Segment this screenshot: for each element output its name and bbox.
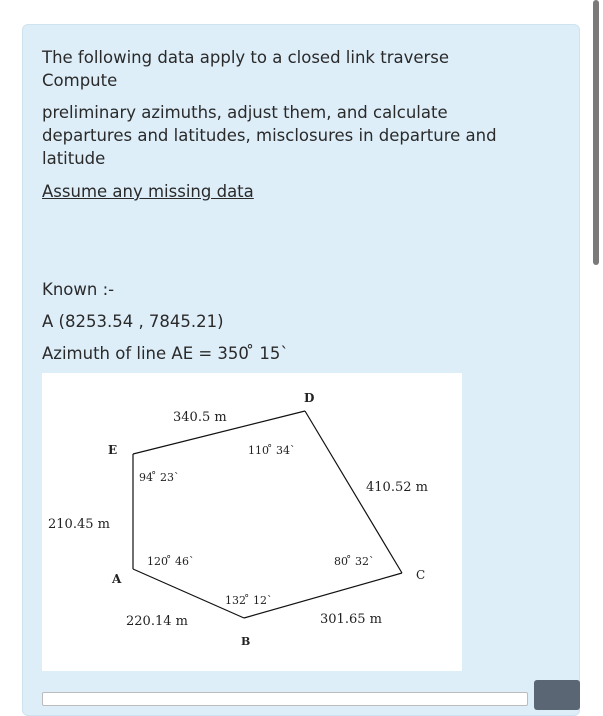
corner-button[interactable] bbox=[534, 680, 580, 710]
station-d-label: D bbox=[304, 391, 315, 405]
length-ea: 210.45 m bbox=[48, 517, 110, 532]
point-a-coordinates: A (8253.54 , 7845.21) bbox=[42, 312, 224, 331]
azimuth-ae: Azimuth of line AE = 350 ̊ 15` bbox=[42, 344, 289, 363]
station-e-label: E bbox=[108, 443, 118, 457]
length-bc: 301.65 m bbox=[320, 612, 382, 627]
station-c-label: C bbox=[416, 568, 426, 582]
angle-d: 110 ̊ 34` bbox=[248, 444, 296, 457]
angle-a: 120 ̊ 46` bbox=[147, 555, 195, 568]
angle-e: 94 ̊ 23` bbox=[139, 471, 180, 484]
angle-b: 132 ̊ 12` bbox=[225, 594, 273, 607]
station-b-label: B bbox=[241, 635, 251, 648]
angle-c: 80 ̊ 32` bbox=[334, 555, 375, 568]
question-line-1: The following data apply to a closed link traverse Compute bbox=[42, 48, 450, 90]
answer-input[interactable] bbox=[42, 692, 528, 706]
traverse-diagram bbox=[42, 373, 462, 671]
length-ed: 340.5 m bbox=[173, 410, 227, 425]
question-line-2: preliminary azimuths, adjust them, and calculate departures and latitudes, misclosures in departure and latitude bbox=[42, 103, 497, 168]
length-ab: 220.14 m bbox=[126, 614, 188, 629]
assume-missing-data-link[interactable]: Assume any missing data bbox=[42, 182, 254, 201]
station-a-label: A bbox=[112, 572, 122, 586]
length-dc: 410.52 m bbox=[366, 480, 428, 495]
known-heading: Known :- bbox=[42, 280, 115, 299]
traverse-figure bbox=[42, 373, 462, 671]
scrollbar-thumb[interactable] bbox=[593, 0, 599, 265]
